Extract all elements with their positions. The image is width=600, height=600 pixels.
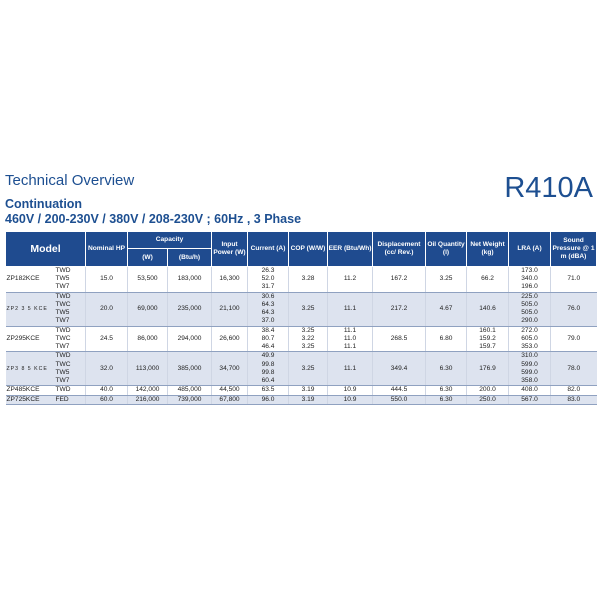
lra-value: 408.0 [521, 386, 538, 394]
eer-value: 10.9 [343, 386, 357, 394]
cop-value: 3.25 [301, 343, 315, 351]
cell-eer [328, 292, 373, 326]
cell-displacement: 268.5 [373, 326, 426, 352]
cell-model [6, 386, 86, 395]
cop-value: 3.28 [301, 275, 315, 283]
cell-lra [509, 292, 551, 326]
net-weight-value: 159.7 [479, 343, 496, 351]
model-name: ZP182KCE [6, 275, 40, 283]
cell-nominal-hp: 60.0 [86, 395, 128, 404]
model-variant: TW5 [55, 368, 70, 376]
current-value: 63.5 [261, 386, 275, 394]
eer-value: 11.0 [343, 334, 357, 342]
model-variant: TW7 [55, 343, 70, 351]
model-variant: TW7 [55, 283, 70, 291]
cell-oil-quantity: 4.67 [426, 292, 467, 326]
cell-capacity-w: 142,000 [128, 386, 168, 395]
eer-value: 11.1 [343, 343, 357, 351]
cell-eer [328, 267, 373, 293]
lra-value: 605.0 [521, 334, 538, 342]
lra-value: 290.0 [521, 317, 538, 325]
model-variant: TWD [55, 292, 71, 300]
cell-capacity-btu: 485,000 [168, 386, 212, 395]
cell-net-weight: 176.9 [467, 352, 509, 386]
cell-nominal-hp: 20.0 [86, 292, 128, 326]
cell-sound-pressure: 79.0 [551, 326, 597, 352]
cell-displacement: 167.2 [373, 267, 426, 293]
table-row [6, 352, 597, 386]
header-capacity: Capacity [128, 232, 212, 249]
cell-capacity-w: 86,000 [128, 326, 168, 352]
cell-input-power: 21,100 [212, 292, 248, 326]
cell-lra [509, 352, 551, 386]
cell-capacity-btu: 235,000 [168, 292, 212, 326]
header-lra: LRA (A) [509, 232, 551, 267]
cell-sound-pressure: 76.0 [551, 292, 597, 326]
cell-model [6, 292, 86, 326]
cell-sound-pressure: 83.0 [551, 395, 597, 404]
model-variant: TWD [55, 326, 71, 334]
current-value: 64.3 [261, 300, 275, 308]
header-current: Current (A) [248, 232, 289, 267]
model-name: ZP485KCE [6, 386, 40, 394]
lra-value: 225.0 [521, 292, 538, 300]
cell-capacity-w: 216,000 [128, 395, 168, 404]
current-value: 37.0 [261, 317, 275, 325]
eer-value: 11.1 [343, 305, 357, 313]
cell-lra [509, 386, 551, 395]
cell-displacement: 444.5 [373, 386, 426, 395]
cell-model [6, 267, 86, 293]
table-row [6, 326, 597, 352]
cell-current [248, 395, 289, 404]
technical-table [5, 231, 597, 405]
net-weight-value: 160.1 [479, 326, 496, 334]
header-model: Model [6, 232, 86, 267]
cell-capacity-btu: 183,000 [168, 267, 212, 293]
cell-lra [509, 326, 551, 352]
cell-cop [289, 386, 328, 395]
cell-input-power: 67,800 [212, 395, 248, 404]
cell-net-weight: 140.6 [467, 292, 509, 326]
cell-nominal-hp: 15.0 [86, 267, 128, 293]
cell-oil-quantity: 6.80 [426, 326, 467, 352]
current-value: 46.4 [261, 343, 275, 351]
cell-nominal-hp: 32.0 [86, 352, 128, 386]
cell-input-power: 44,500 [212, 386, 248, 395]
current-value: 60.4 [261, 377, 275, 385]
cell-sound-pressure: 78.0 [551, 352, 597, 386]
cell-capacity-w: 69,000 [128, 292, 168, 326]
current-value: 38.4 [261, 326, 275, 334]
lra-value: 567.0 [521, 395, 538, 403]
model-variant: TW5 [55, 275, 70, 283]
cell-cop [289, 267, 328, 293]
cell-capacity-btu: 739,000 [168, 395, 212, 404]
cop-value: 3.25 [301, 364, 315, 372]
model-name: ZP3 8 5 KCE [6, 365, 48, 372]
lra-value: 599.0 [521, 360, 538, 368]
current-value: 80.7 [261, 334, 275, 342]
cell-current [248, 352, 289, 386]
lra-value: 340.0 [521, 275, 538, 283]
cell-input-power: 26,600 [212, 326, 248, 352]
cell-sound-pressure: 82.0 [551, 386, 597, 395]
model-name: ZP725KCE [6, 395, 40, 403]
cell-sound-pressure: 71.0 [551, 267, 597, 293]
current-value: 49.9 [261, 352, 275, 360]
table-row [6, 395, 597, 404]
model-variant: TWD [55, 386, 71, 394]
model-variant: TWD [55, 352, 71, 360]
model-name: ZP2 3 5 KCE [6, 305, 48, 312]
header-capacity-btu: (Btu/h) [168, 249, 212, 267]
cell-lra [509, 395, 551, 404]
cell-net-weight [467, 326, 509, 352]
eer-value: 10.9 [343, 395, 357, 403]
cell-lra [509, 267, 551, 293]
current-value: 99.8 [261, 360, 275, 368]
cell-current [248, 292, 289, 326]
header-eer: EER (Btu/Wh) [328, 232, 373, 267]
header-input-power: Input Power (W) [212, 232, 248, 267]
current-value: 26.3 [261, 267, 275, 274]
cell-cop [289, 395, 328, 404]
cell-oil-quantity: 6.30 [426, 386, 467, 395]
lra-value: 358.0 [521, 377, 538, 385]
model-name: ZP295KCE [6, 334, 40, 342]
eer-value: 11.1 [343, 326, 357, 334]
cell-capacity-w: 53,500 [128, 267, 168, 293]
model-variant: TW7 [55, 317, 70, 325]
lra-value: 196.0 [521, 283, 538, 291]
header-oil-quantity: Oil Quantity (l) [426, 232, 467, 267]
current-value: 99.8 [261, 368, 275, 376]
model-variant: TWC [55, 300, 71, 308]
cell-cop [289, 292, 328, 326]
cell-model [6, 326, 86, 352]
cell-eer [328, 326, 373, 352]
header-nominal-hp: Nominal HP [86, 232, 128, 267]
refrigerant-label: R410A [504, 172, 593, 204]
header-net-weight: Net Weight (kg) [467, 232, 509, 267]
eer-value: 11.2 [343, 275, 357, 283]
cell-current [248, 326, 289, 352]
cell-oil-quantity: 3.25 [426, 267, 467, 293]
cell-net-weight: 200.0 [467, 386, 509, 395]
current-value: 64.3 [261, 309, 275, 317]
cell-model [6, 395, 86, 404]
header-sound-pressure: Sound Pressure @ 1 m (dBA) [551, 232, 597, 267]
cell-eer [328, 352, 373, 386]
cell-displacement: 349.4 [373, 352, 426, 386]
cop-value: 3.25 [301, 305, 315, 313]
current-value: 31.7 [261, 283, 275, 291]
cell-nominal-hp: 40.0 [86, 386, 128, 395]
cell-capacity-w: 113,000 [128, 352, 168, 386]
cell-oil-quantity: 6.30 [426, 395, 467, 404]
model-variant: TWC [55, 360, 71, 368]
cell-input-power: 34,700 [212, 352, 248, 386]
lra-value: 173.0 [521, 267, 538, 274]
table-body [6, 267, 597, 405]
cell-eer [328, 395, 373, 404]
model-variant: TW5 [55, 309, 70, 317]
table-row [6, 386, 597, 395]
cell-cop [289, 326, 328, 352]
lra-value: 505.0 [521, 309, 538, 317]
cell-capacity-btu: 385,000 [168, 352, 212, 386]
model-variant: TWD [55, 267, 71, 274]
cell-cop [289, 352, 328, 386]
lra-value: 505.0 [521, 300, 538, 308]
current-value: 52.0 [261, 275, 275, 283]
electrical-spec: 460V / 200-230V / 380V / 208-230V ; 60Hz , 3 Phase [5, 212, 302, 226]
model-variant: FED [55, 395, 69, 403]
section-subtitle: Continuation [5, 197, 83, 211]
technical-table-wrapper [5, 231, 596, 405]
current-value: 30.6 [261, 292, 275, 300]
lra-value: 272.0 [521, 326, 538, 334]
cell-displacement: 550.0 [373, 395, 426, 404]
eer-value: 11.1 [343, 364, 357, 372]
cell-net-weight: 66.2 [467, 267, 509, 293]
cell-oil-quantity: 6.30 [426, 352, 467, 386]
lra-value: 353.0 [521, 343, 538, 351]
cell-capacity-btu: 294,000 [168, 326, 212, 352]
cell-current [248, 386, 289, 395]
cell-eer [328, 386, 373, 395]
lra-value: 310.0 [521, 352, 538, 360]
table-row [6, 267, 597, 293]
lra-value: 599.0 [521, 368, 538, 376]
model-variant: TWC [55, 334, 71, 342]
cell-model [6, 352, 86, 386]
cop-value: 3.25 [301, 326, 315, 334]
table-row [6, 292, 597, 326]
cop-value: 3.22 [301, 334, 315, 342]
header-cop: COP (W/W) [289, 232, 328, 267]
cop-value: 3.19 [301, 386, 315, 394]
net-weight-value: 159.2 [479, 334, 496, 342]
cell-displacement: 217.2 [373, 292, 426, 326]
current-value: 96.0 [261, 395, 275, 403]
model-variant: TW7 [55, 377, 70, 385]
cop-value: 3.19 [301, 395, 315, 403]
cell-nominal-hp: 24.5 [86, 326, 128, 352]
cell-current [248, 267, 289, 293]
cell-net-weight: 250.0 [467, 395, 509, 404]
header-displacement: Displacement (cc/ Rev.) [373, 232, 426, 267]
header-capacity-w: (W) [128, 249, 168, 267]
page-title: Technical Overview [5, 172, 135, 189]
cell-input-power: 16,300 [212, 267, 248, 293]
